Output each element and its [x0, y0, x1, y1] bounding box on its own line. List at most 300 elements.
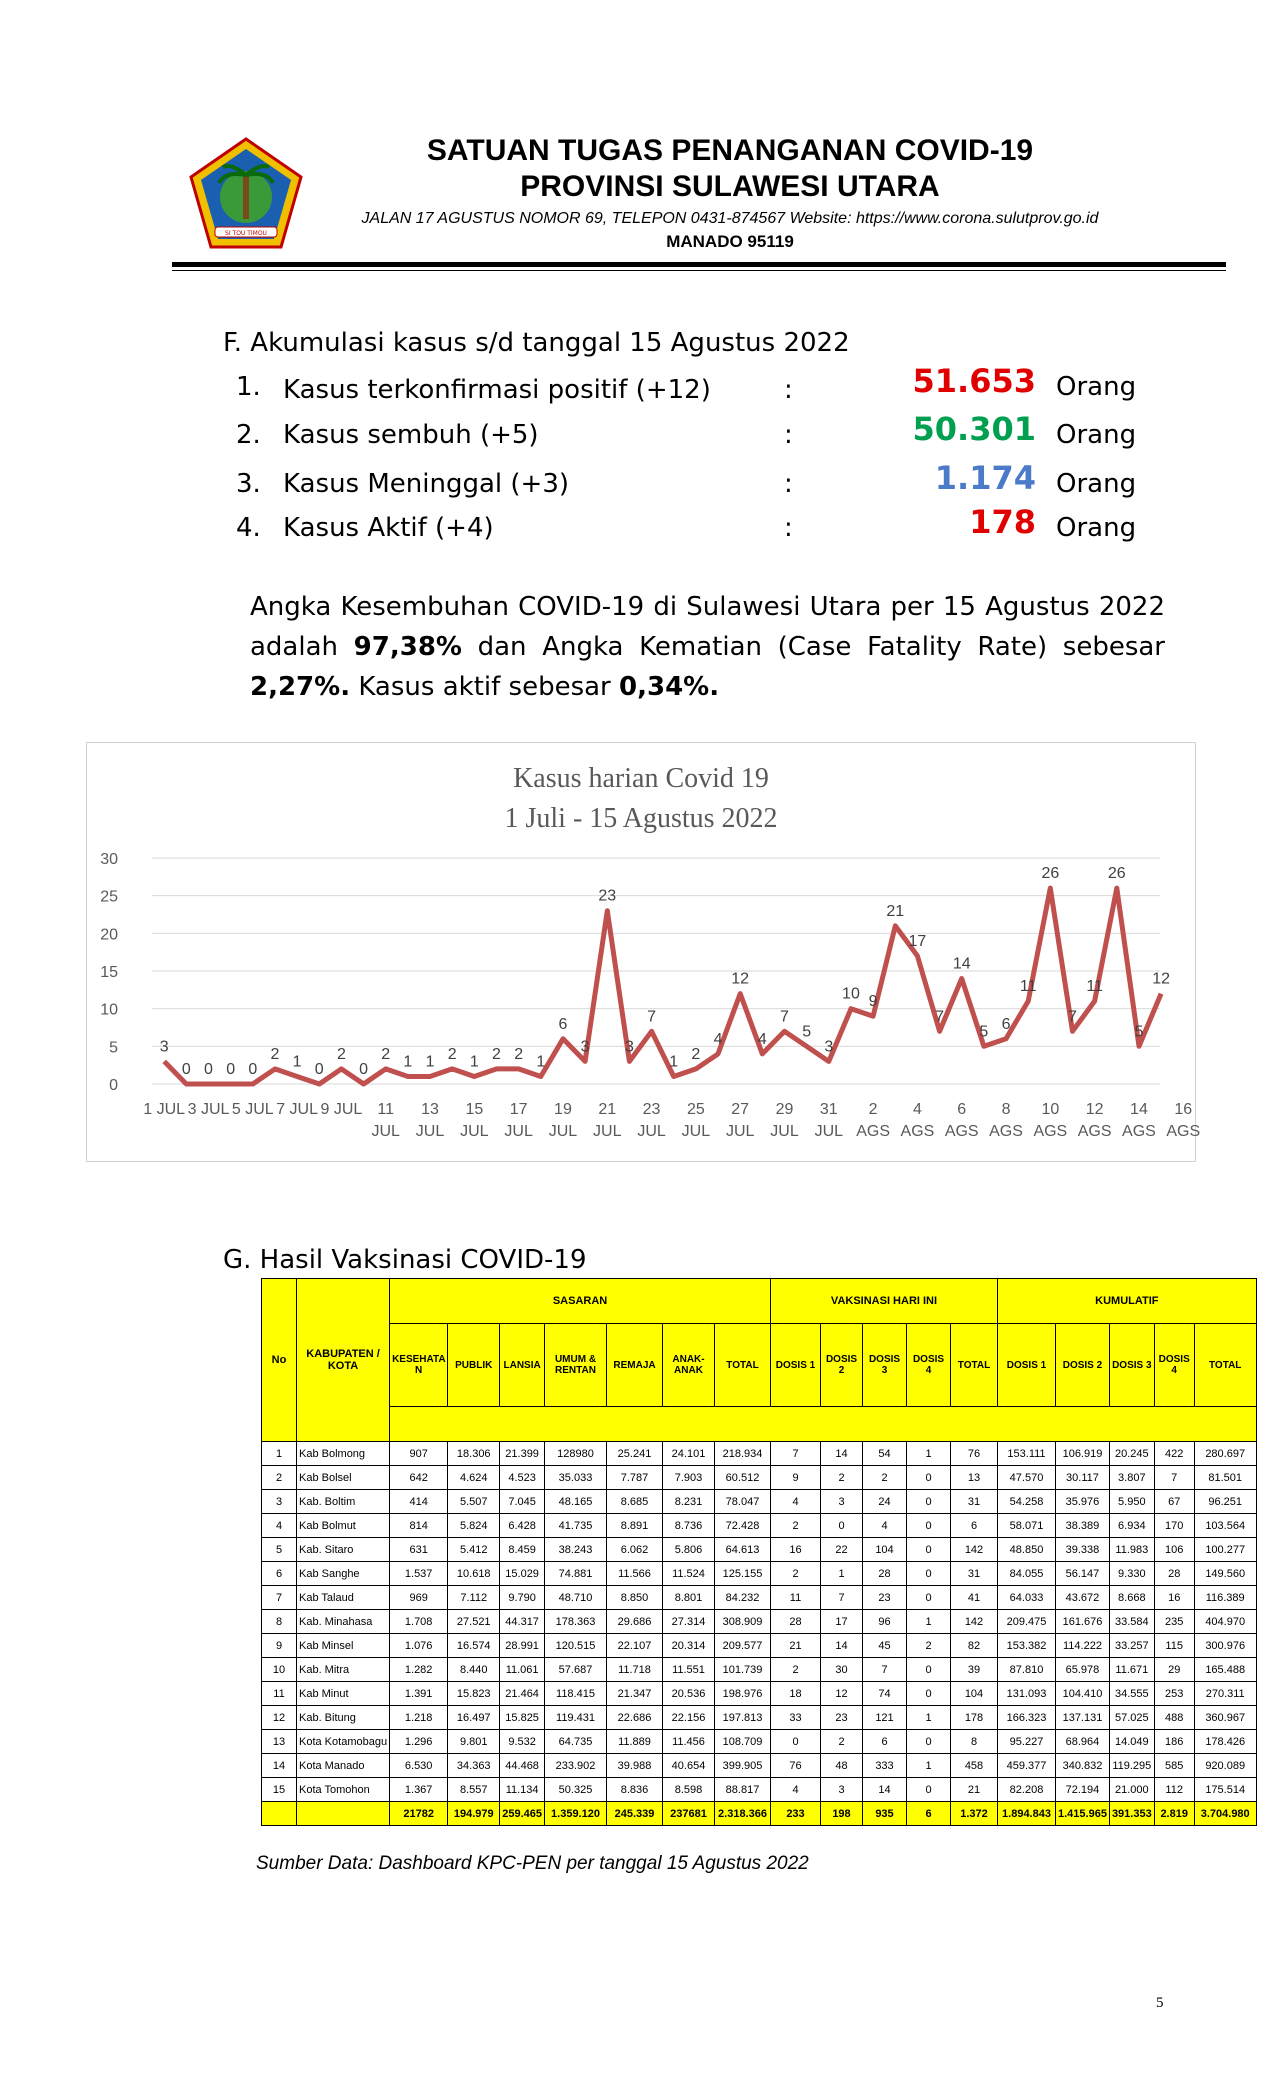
table-cell: 118.415 [545, 1682, 607, 1706]
table-cell: 253 [1154, 1682, 1194, 1706]
table-cell: 103.564 [1194, 1514, 1256, 1538]
table-cell: 1 [907, 1442, 951, 1466]
data-label: 12 [731, 970, 750, 988]
table-cell: 82 [951, 1634, 998, 1658]
x-tick-label-month: AGS [1033, 1123, 1068, 1140]
x-tick-label: 29 [775, 1101, 794, 1118]
row-number: 8 [262, 1610, 297, 1634]
table-row [262, 1466, 1257, 1490]
subheader-sasaran: KESEHATA N [390, 1324, 448, 1407]
case-unit: Orang [1056, 372, 1137, 402]
x-tick-label: 23 [642, 1101, 661, 1118]
region-name: Kab. Sitaro [297, 1538, 390, 1562]
table-cell: 48 [821, 1754, 863, 1778]
table-cell: 209.577 [715, 1634, 771, 1658]
x-tick-label-month: AGS [856, 1123, 891, 1140]
table-cell: 22.156 [663, 1706, 715, 1730]
table-cell: 414 [390, 1490, 448, 1514]
table-cell: 233.902 [545, 1754, 607, 1778]
data-label: 2 [492, 1045, 501, 1063]
table-cell: 16.574 [448, 1634, 500, 1658]
table-cell: 11.566 [607, 1562, 663, 1586]
table-cell: 4 [771, 1490, 821, 1514]
table-cell: 21.399 [500, 1442, 545, 1466]
table-cell: 4 [863, 1514, 907, 1538]
case-colon: : [784, 420, 793, 450]
table-cell: 14 [863, 1778, 907, 1802]
case-colon: : [784, 469, 793, 499]
y-tick-label: 5 [109, 1039, 118, 1057]
table-cell: 7.787 [607, 1466, 663, 1490]
total-cell: 1.359.120 [545, 1802, 607, 1826]
case-value: 1.174 [934, 459, 1036, 497]
table-cell: 27.314 [663, 1610, 715, 1634]
data-label: 9 [868, 993, 878, 1011]
y-tick-label: 20 [100, 926, 118, 944]
table-cell: 1.296 [390, 1730, 448, 1754]
table-cell: 3 [821, 1490, 863, 1514]
table-cell: 106.919 [1056, 1442, 1110, 1466]
table-cell: 34.555 [1109, 1682, 1154, 1706]
x-tick-label: 2 [868, 1101, 878, 1118]
table-cell: 57.025 [1109, 1706, 1154, 1730]
table-cell: 11.718 [607, 1658, 663, 1682]
table-cell: 25.241 [607, 1442, 663, 1466]
table-cell: 48.710 [545, 1586, 607, 1610]
summary-text: dan Angka Kematian (Case Fatality Rate) sebesar [461, 632, 1165, 662]
table-cell: 6.530 [390, 1754, 448, 1778]
table-cell: 22.107 [607, 1634, 663, 1658]
table-cell: 0 [907, 1682, 951, 1706]
data-label: 23 [598, 887, 617, 905]
header-rule [172, 262, 1226, 267]
table-cell: 11.983 [1109, 1538, 1154, 1562]
table-row [262, 1634, 1257, 1658]
table-cell: 8.891 [607, 1514, 663, 1538]
table-cell: 1.391 [390, 1682, 448, 1706]
table-cell: 0 [907, 1562, 951, 1586]
x-tick-label: 5 JUL [231, 1101, 274, 1118]
header-sasaran: SASARAN [390, 1279, 771, 1324]
table-cell: 1.708 [390, 1610, 448, 1634]
table-cell: 128980 [545, 1442, 607, 1466]
x-tick-label: 9 JUL [320, 1101, 363, 1118]
data-label: 5 [802, 1023, 812, 1041]
table-cell: 11.671 [1109, 1658, 1154, 1682]
table-row [262, 1754, 1257, 1778]
case-label: Kasus sembuh (+5) [283, 420, 539, 450]
data-label: 5 [979, 1023, 989, 1041]
table-cell: 121 [863, 1706, 907, 1730]
subheader-sasaran: REMAJA [607, 1324, 663, 1407]
table-cell: 14 [821, 1442, 863, 1466]
region-name: Kota Kotamobagu [297, 1730, 390, 1754]
table-cell: 2 [821, 1466, 863, 1490]
table-cell: 0 [907, 1658, 951, 1682]
region-name: Kab Bolmong [297, 1442, 390, 1466]
table-row [262, 1490, 1257, 1514]
table-cell: 5.950 [1109, 1490, 1154, 1514]
case-unit: Orang [1056, 420, 1137, 450]
table-cell: 81.501 [1194, 1466, 1256, 1490]
table-cell: 175.514 [1194, 1778, 1256, 1802]
table-cell: 0 [907, 1466, 951, 1490]
x-tick-label-month: JUL [725, 1123, 755, 1140]
y-tick-label: 0 [109, 1077, 118, 1094]
table-cell: 120.515 [545, 1634, 607, 1658]
table-cell: 458 [951, 1754, 998, 1778]
table-cell: 50.325 [545, 1778, 607, 1802]
table-cell: 0 [771, 1730, 821, 1754]
table-cell: 96.251 [1194, 1490, 1256, 1514]
table-cell: 7 [821, 1586, 863, 1610]
table-row [262, 1514, 1257, 1538]
data-label: 0 [359, 1061, 369, 1078]
case-colon: : [784, 513, 793, 543]
y-tick-label: 25 [100, 888, 118, 906]
row-number: 15 [262, 1778, 297, 1802]
table-cell: 333 [863, 1754, 907, 1778]
vaccination-table [261, 1278, 1257, 1826]
table-cell: 920.089 [1194, 1754, 1256, 1778]
x-tick-label-month: JUL [814, 1123, 844, 1140]
table-cell: 0 [907, 1538, 951, 1562]
row-number: 10 [262, 1658, 297, 1682]
table-cell: 22.686 [607, 1706, 663, 1730]
table-cell: 104 [863, 1538, 907, 1562]
table-cell: 170 [1154, 1514, 1194, 1538]
page-number: 5 [1156, 1995, 1164, 2011]
table-cell: 16.497 [448, 1706, 500, 1730]
table-cell: 30.117 [1056, 1466, 1110, 1490]
table-cell: 8.801 [663, 1586, 715, 1610]
table-cell: 12 [821, 1682, 863, 1706]
table-cell: 270.311 [1194, 1682, 1256, 1706]
data-label: 6 [558, 1015, 568, 1033]
table-cell: 16 [1154, 1586, 1194, 1610]
table-cell: 0 [907, 1778, 951, 1802]
x-tick-label-month: JUL [593, 1123, 622, 1140]
table-cell: 6.062 [607, 1538, 663, 1562]
table-cell: 58.071 [998, 1514, 1056, 1538]
total-cell: 198 [821, 1802, 863, 1826]
data-label: 3 [624, 1038, 634, 1056]
table-cell: 39.988 [607, 1754, 663, 1778]
case-value: 50.301 [912, 410, 1036, 448]
summary-text: Angka Kesembuhan COVID-19 di Sulawesi Utara per 15 Agustus 2022 adalah [250, 592, 1165, 662]
data-label: 11 [1019, 978, 1037, 996]
table-cell: 38.243 [545, 1538, 607, 1562]
x-tick-label-month: AGS [989, 1123, 1023, 1140]
chart-subtitle: 1 Juli - 15 Agustus 2022 [504, 803, 778, 834]
table-cell: 20.245 [1109, 1442, 1154, 1466]
row-number: 7 [262, 1586, 297, 1610]
row-number: 12 [262, 1706, 297, 1730]
data-label: 2 [514, 1045, 524, 1063]
data-label: 7 [935, 1008, 945, 1026]
data-label: 2 [691, 1045, 701, 1063]
table-cell: 7 [771, 1442, 821, 1466]
table-cell: 399.905 [715, 1754, 771, 1778]
svg-text:SI TOU TIMOU: SI TOU TIMOU [225, 230, 267, 237]
x-tick-label: 17 [509, 1101, 528, 1118]
table-cell: 8.685 [607, 1490, 663, 1514]
table-cell: 54.258 [998, 1490, 1056, 1514]
data-label: 3 [159, 1038, 169, 1056]
table-cell: 27.521 [448, 1610, 500, 1634]
x-tick-label: 3 JUL [187, 1101, 230, 1118]
table-cell: 88.817 [715, 1778, 771, 1802]
table-cell: 41 [951, 1586, 998, 1610]
data-label: 2 [381, 1045, 391, 1063]
table-row [262, 1658, 1257, 1682]
table-cell: 54 [863, 1442, 907, 1466]
table-cell: 8.598 [663, 1778, 715, 1802]
org-title: SATUAN TUGAS PENANGANAN COVID-19 [426, 134, 1034, 167]
table-cell: 14 [821, 1634, 863, 1658]
table-cell: 235 [1154, 1610, 1194, 1634]
case-unit: Orang [1056, 513, 1137, 543]
table-cell: 1 [907, 1610, 951, 1634]
total-cell: 1.415.965 [1056, 1802, 1110, 1826]
table-cell: 18 [771, 1682, 821, 1706]
table-cell: 28.991 [500, 1634, 545, 1658]
table-cell: 17 [821, 1610, 863, 1634]
table-cell: 1 [907, 1754, 951, 1778]
table-cell: 161.676 [1056, 1610, 1110, 1634]
total-cell [297, 1802, 390, 1826]
table-cell: 41.735 [545, 1514, 607, 1538]
table-cell: 60.512 [715, 1466, 771, 1490]
table-cell: 1 [821, 1562, 863, 1586]
table-cell: 106 [1154, 1538, 1194, 1562]
case-label: Kasus Meninggal (+3) [283, 469, 570, 499]
table-cell: 8.557 [448, 1778, 500, 1802]
table-cell: 11.889 [607, 1730, 663, 1754]
subheader-sasaran: TOTAL [715, 1324, 771, 1407]
table-cell: 1.367 [390, 1778, 448, 1802]
data-label: 1 [403, 1053, 413, 1071]
header-vaksinasi-hari-ini: VAKSINASI HARI INI [771, 1279, 998, 1324]
table-cell: 631 [390, 1538, 448, 1562]
table-cell: 74.881 [545, 1562, 607, 1586]
section-g-title: G. Hasil Vaksinasi COVID-19 [223, 1245, 587, 1275]
row-number: 5 [262, 1538, 297, 1562]
table-cell: 28 [771, 1610, 821, 1634]
table-cell: 112 [1154, 1778, 1194, 1802]
subheader-kumulatif: DOSIS 3 [1109, 1324, 1154, 1407]
table-cell: 422 [1154, 1442, 1194, 1466]
table-cell: 114.222 [1056, 1634, 1110, 1658]
table-cell: 0 [907, 1490, 951, 1514]
table-cell: 33.257 [1109, 1634, 1154, 1658]
x-tick-label: 13 [421, 1101, 439, 1118]
table-cell: 9.801 [448, 1730, 500, 1754]
table-cell: 0 [907, 1586, 951, 1610]
table-cell: 119.295 [1109, 1754, 1154, 1778]
y-tick-label: 10 [100, 1001, 118, 1019]
table-cell: 9.532 [500, 1730, 545, 1754]
table-cell: 10.618 [448, 1562, 500, 1586]
table-cell: 1.282 [390, 1658, 448, 1682]
table-row [262, 1442, 1257, 1466]
table-cell: 11.551 [663, 1658, 715, 1682]
table-cell: 20.536 [663, 1682, 715, 1706]
table-cell: 197.813 [715, 1706, 771, 1730]
table-cell: 404.970 [1194, 1610, 1256, 1634]
data-label: 7 [647, 1008, 657, 1026]
fatality-rate: 2,27%. [250, 672, 351, 702]
table-cell: 76 [951, 1442, 998, 1466]
data-label: 7 [780, 1008, 789, 1026]
total-cell: 2.819 [1154, 1802, 1194, 1826]
table-cell: 178 [951, 1706, 998, 1730]
region-name: Kota Manado [297, 1754, 390, 1778]
table-cell: 218.934 [715, 1442, 771, 1466]
table-cell: 969 [390, 1586, 448, 1610]
total-row [262, 1802, 1257, 1826]
subheader-sasaran: LANSIA [500, 1324, 545, 1407]
table-cell: 84.232 [715, 1586, 771, 1610]
case-colon: : [784, 375, 793, 405]
table-cell: 1 [907, 1706, 951, 1730]
header-spacer [390, 1407, 1257, 1442]
x-tick-label-month: JUL [770, 1123, 799, 1140]
section-f-title: F. Akumulasi kasus s/d tanggal 15 Agustus 2022 [223, 328, 850, 358]
x-tick-label-month: JUL [460, 1123, 489, 1140]
table-cell: 198.976 [715, 1682, 771, 1706]
table-row [262, 1778, 1257, 1802]
total-cell: 233 [771, 1802, 821, 1826]
table-cell: 28 [863, 1562, 907, 1586]
subheader-kumulatif: TOTAL [1194, 1324, 1256, 1407]
table-cell: 9.330 [1109, 1562, 1154, 1586]
table-cell: 6.428 [500, 1514, 545, 1538]
table-cell: 115 [1154, 1634, 1194, 1658]
table-cell: 33 [771, 1706, 821, 1730]
data-label: 1 [425, 1053, 435, 1071]
table-cell: 18.306 [448, 1442, 500, 1466]
data-label: 3 [824, 1038, 834, 1056]
row-number: 6 [262, 1562, 297, 1586]
table-cell: 2 [863, 1466, 907, 1490]
total-cell: 6 [907, 1802, 951, 1826]
table-cell: 31 [951, 1562, 998, 1586]
table-cell: 6 [951, 1514, 998, 1538]
table-cell: 84.055 [998, 1562, 1056, 1586]
table-cell: 48.165 [545, 1490, 607, 1514]
x-tick-label-month: AGS [944, 1123, 979, 1140]
table-cell: 1.218 [390, 1706, 448, 1730]
x-tick-label: 19 [554, 1101, 572, 1118]
table-cell: 64.735 [545, 1730, 607, 1754]
region-name: Kota Tomohon [297, 1778, 390, 1802]
header-kumulatif: KUMULATIF [998, 1279, 1257, 1324]
table-cell: 4.523 [500, 1466, 545, 1490]
table-cell: 2 [907, 1634, 951, 1658]
data-label: 4 [713, 1030, 723, 1048]
case-number: 2. [236, 420, 261, 450]
table-cell: 2 [771, 1658, 821, 1682]
table-cell: 6.934 [1109, 1514, 1154, 1538]
table-cell: 119.431 [545, 1706, 607, 1730]
table-cell: 48.850 [998, 1538, 1056, 1562]
table-cell: 30 [821, 1658, 863, 1682]
case-label: Kasus Aktif (+4) [283, 513, 494, 543]
x-tick-label: 21 [598, 1101, 617, 1118]
region-name: Kab. Bitung [297, 1706, 390, 1730]
table-cell: 15.825 [500, 1706, 545, 1730]
case-number: 4. [236, 513, 261, 543]
data-label: 11 [1086, 978, 1103, 996]
table-cell: 72.194 [1056, 1778, 1110, 1802]
table-cell: 186 [1154, 1730, 1194, 1754]
table-cell: 8.668 [1109, 1586, 1154, 1610]
x-tick-label: 6 [957, 1101, 967, 1118]
table-cell: 7.045 [500, 1490, 545, 1514]
table-cell: 11.524 [663, 1562, 715, 1586]
x-tick-label-month: JUL [681, 1123, 711, 1140]
table-cell: 8.836 [607, 1778, 663, 1802]
table-cell: 1.537 [390, 1562, 448, 1586]
subheader-kumulatif: DOSIS 1 [998, 1324, 1056, 1407]
data-label: 17 [908, 932, 927, 950]
data-label: 2 [270, 1045, 280, 1063]
case-number: 3. [236, 469, 261, 499]
region-name: Kab Bolsel [297, 1466, 390, 1490]
region-name: Kab Sanghe [297, 1562, 390, 1586]
region-name: Kab Bolmut [297, 1514, 390, 1538]
table-row [262, 1730, 1257, 1754]
table-cell: 8 [951, 1730, 998, 1754]
chart-title: Kasus harian Covid 19 [513, 763, 769, 794]
table-cell: 11 [771, 1586, 821, 1610]
table-row [262, 1538, 1257, 1562]
row-number: 13 [262, 1730, 297, 1754]
subheader-harian: DOSIS 2 [821, 1324, 863, 1407]
data-label: 0 [204, 1061, 213, 1078]
x-tick-label-month: JUL [504, 1123, 533, 1140]
data-label: 1 [292, 1053, 302, 1071]
table-cell: 165.488 [1194, 1658, 1256, 1682]
table-cell: 308.909 [715, 1610, 771, 1634]
x-tick-label: 8 [1001, 1101, 1011, 1118]
x-tick-label-month: JUL [548, 1123, 578, 1140]
summary-paragraph [250, 587, 1165, 707]
table-cell: 209.475 [998, 1610, 1056, 1634]
table-cell: 5.507 [448, 1490, 500, 1514]
data-label: 2 [447, 1045, 457, 1063]
table-cell: 24 [863, 1490, 907, 1514]
table-cell: 153.382 [998, 1634, 1056, 1658]
table-cell: 104 [951, 1682, 998, 1706]
table-cell: 0 [907, 1514, 951, 1538]
table-cell: 87.810 [998, 1658, 1056, 1682]
summary-text: Kasus aktif sebesar [350, 672, 620, 702]
table-cell: 3 [821, 1778, 863, 1802]
total-cell: 391.353 [1109, 1802, 1154, 1826]
x-tick-label-month: JUL [415, 1123, 445, 1140]
x-tick-label: 31 [819, 1101, 838, 1118]
table-cell: 64.033 [998, 1586, 1056, 1610]
table-cell: 45 [863, 1634, 907, 1658]
table-cell: 20.314 [663, 1634, 715, 1658]
table-cell: 642 [390, 1466, 448, 1490]
y-tick-label: 30 [100, 851, 118, 868]
table-cell: 907 [390, 1442, 448, 1466]
table-cell: 8.459 [500, 1538, 545, 1562]
x-tick-label-month: AGS [1077, 1123, 1112, 1140]
